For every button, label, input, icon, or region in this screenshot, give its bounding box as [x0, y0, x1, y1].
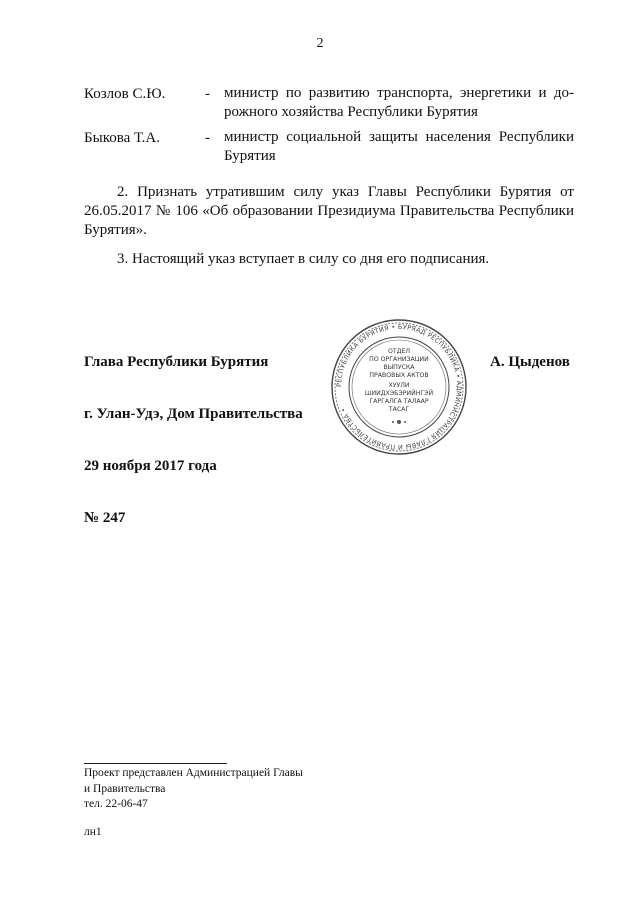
member-name-kozlov: Козлов С.Ю. [84, 86, 166, 102]
signature-name: А. Цыденов [490, 354, 570, 370]
footnote-line-1: Проект представлен Администрацией Главы [84, 767, 303, 779]
seal-line: ШИИДХЭБЭРИЙНГЭЙ [364, 390, 434, 397]
seal-line: ОТДЕЛ [387, 348, 411, 355]
page-number: 2 [316, 36, 324, 51]
seal-ring-text: РЕСПУБЛИКА БУРЯТИЯ • БУРЯАД РЕСПУБЛИКА • АДМИНИСТРАЦИЯ ГЛАВЫ И ПРАВИТЕЛЬСТВА • [334, 322, 464, 452]
paragraph-repeal: 2. Признать утратившим силу указ Главы Республики Бурятия от 26.05.2017 № 106 «Об образовании Президиума Правительства Республики Бурятия». [84, 184, 574, 238]
seal-line: ВЫПУСКА [383, 364, 415, 371]
paragraph-effective: 3. Настоящий указ вступает в силу со дня его подписания. [117, 251, 490, 267]
document-code: лн1 [84, 826, 102, 838]
seal-line: ПО ОРГАНИЗАЦИИ [369, 356, 429, 363]
seal-line: ХУУЛИ [388, 382, 410, 389]
member-role-kozlov: министр по развитию транспорта, энергетики и до-рожного хозяйства Республики Бурятия [224, 85, 574, 120]
seal-line: ГАРГАЛГА ТАЛААР [369, 398, 429, 405]
footnote-divider [84, 763, 227, 764]
official-seal [330, 318, 468, 456]
place: г. Улан-Удэ, Дом Правительства [84, 406, 303, 422]
signature-position: Глава Республики Бурятия [84, 354, 269, 370]
member-name-bykova: Быкова Т.А. [84, 130, 161, 146]
member-dash: - [205, 86, 210, 102]
date: 29 ноября 2017 года [84, 458, 217, 474]
footnote-line-2: и Правительства [84, 782, 166, 795]
seal-line: ТАСАГ [388, 406, 410, 413]
decree-number: № 247 [84, 510, 126, 526]
member-role-bykova: министр социальной защиты населения Республики Бурятия [224, 129, 574, 164]
seal-emblem [392, 420, 406, 424]
footnote [84, 766, 384, 813]
footnote-line-3: тел. 22-06-47 [84, 798, 148, 810]
seal-line: ПРАВОВЫХ АКТОВ [369, 372, 429, 379]
member-dash: - [205, 130, 210, 146]
